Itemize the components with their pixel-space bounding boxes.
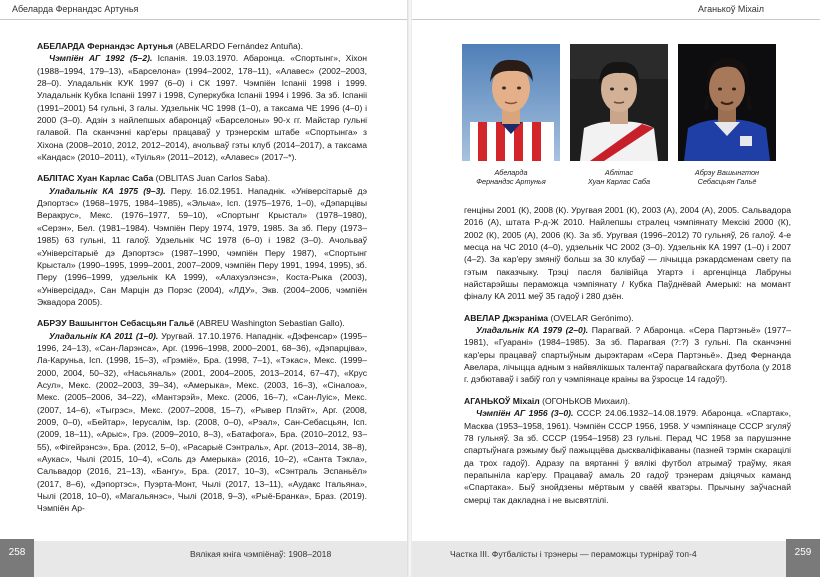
player-entry (464, 395, 791, 506)
left-running-head-text: Абеларда Фернандэс Артунья (12, 4, 139, 14)
right-page-number: 259 (786, 539, 820, 577)
player-name: АГАНЬКОЎ Міхаіл (464, 395, 540, 406)
entry-heading (464, 395, 791, 407)
entry-heading (464, 312, 791, 324)
left-footer-text: Вялікая кніга чэмпіёнаў: 1908–2018 (190, 549, 332, 559)
entry-body (37, 330, 367, 515)
entry-heading (37, 40, 367, 52)
photo-abreu (678, 44, 776, 161)
caption-1-line1: Абеларда (494, 168, 528, 177)
player-latin-name: (ОГОНЬКОВ Михаил). (539, 395, 631, 406)
caption-2-line1: Аблітас (604, 168, 634, 177)
entry-body (37, 52, 367, 163)
right-entries (464, 312, 791, 506)
player-bio: Уругвай. 17.10.1976. Нападнік. «Дэфенсар» (1995–1996, 24–13), «Сан-Ларэнса», Арг. (1996–1998, 2000–2001, 68–36), «Дэпарціва», Ла-Каруньа, Ісп. (1998, 15–3), «Грэміё», Бра. (1998, 7–1), «Тэкас», Мекс. (1999–2000, 2004, 50–32), «Насьяналь» (2001, 2004–2005, 2013–2014, 67–47), «Крус Асул», Мекс. (2002–2003, 39–34), «Амерыка», Мекс. (2003, 16–3), «Сіналоа», Мекс. (2005–2006, 34–22), «Мантэрэй», Мекс. (2006, 16–7), «Сан-Луіс», Мекс. (2007, 14–6), «Тыгрэс», Мекс. (2007–2008, 15–7), «Рывер Плэйт», Арг. (2008, 2009, 0–0), «Бейтар», Іерусалім, Ізр. (2008, 0–0), «Рэал», Сан-Себасцьян, Ісп. (2009, 18–11), «Арыс», Грэ. (2009–2010, 8–3), «Батафога», Бра. (2010–2012, 93–55), «Фігейрэнсэ», Бра. (2012, 5–0), «Расарыё Сэнтраль», Арг. (2013–2014, 38–8), «Аукас», Чылі (2015, 10–4), «Соль дэ Амерыка» (2016, 10–2), «Санта Тэкла», Сальвадор (2016, 21–13), «Бангу», Бра. (2017, 10–3), «Сэнтраль Эспаньёл» (2017, 8–6), «Дэпортэс», Пуэрта-Монт, Чылі (2017, 13–11), «Аудакс Італьяна», Чылі (2018, 10–0), «Магальянэс», Чылі (2018, 9–3), «Рыё-Бранка», Браз. (2019). Чэмпіён Ар- (37, 330, 367, 514)
player-title: Уладальнік КА 2011 (1–0). (49, 330, 159, 341)
left-running-head (0, 0, 408, 20)
caption-1-line2: Фернандэс Артунья (476, 177, 546, 186)
continuation-text: генціны 2001 (К), 2008 (К). Уругвая 2001 (К), 2003 (А), 2004 (А), 2005. Сальвадора 2016 (А), штата Р-д-Ж 2010. Найлепшы стралец чэмпіянату Мексікі 2000 (К), 2002 (К), 2005 (А), 2006 (К). За зб. Уругвая (1996–2012) 70 гульняў, 26 галоў. 4-е месца на ЧС 2010 (4–0), удзельнік ЧС 2002 (3–0). Удзельнік КА 1997 (1–0) і 2007 (4–2). За кар'еру змяніў больш за 30 клубаў — лічыцца рэкардсменам свету па гэтым паказчыку. Трэці пасля балівійца Угартэ і аргенцінца Лабруны найстарэйшы пераможца чэмпіянату / Кубка Паўднёвай Амерыкі: на момант фіналу КА 2011 меў 35 гадоў і 280 дзён. (464, 205, 791, 302)
entry-heading (37, 172, 367, 184)
photo-row (462, 44, 792, 186)
player-name: АБЛІТАС Хуан Карлас Саба (37, 173, 154, 184)
player-bio: Іспанія. 19.03.1970. Абаронца. «Спортынг», Хіхон (1988–1994, 179–13), «Барселона» (1994–2002, 178–11), «Алавес» (2002–2003, 28–0). Уладальнік КУК 1997 (6–0) і СК 1997. Чэмпіён Іспаніі 1998 і 1999. Уладальнік Кубка Іспаніі 1997 і 1998, Суперкубка Іспаніі 1994 і 1996. За зб. Іспаніі (1991–2001) 54 гульні, 3 галы. Удзельнік ЧС 1998 (1–0), а таксама ЧЕ 1996 (4–0) і 2000 (3–0). Адзін з найлепшых абаронцаў «Барселоны» 90-х гг. Майстар гульні галавой. Па сканчэнні кар'еры працаваў у трэнерскім штабе «Спортынга» з Хіхона (2008–2010, 2012, 2012–2014), ачольваў гэты клуб (2014–2017), а таксама «Кандас» (2010–2011), «Туілья» (2011–2012), «Алавес» (2017–*). (37, 53, 367, 163)
caption-3-line2: Себасцьян Гальё (697, 177, 757, 186)
left-page-number: 258 (0, 539, 34, 577)
player-latin-name: (OVELAR Gerónimo). (548, 312, 634, 323)
photo-caption-1 (456, 168, 566, 186)
player-latin-name: (ABREU Washington Sebastian Gallo). (194, 318, 345, 329)
player-entry (37, 317, 367, 515)
photo-caption-2 (564, 168, 674, 186)
entry-body (37, 185, 367, 308)
player-latin-name: (OBLITAS Juan Carlos Saba). (153, 173, 271, 184)
left-footer-bar (0, 541, 408, 577)
player-bio: Парагвай. ? Абаронца. «Сера Партэньё» (1977–1981), «Гуарані» (1984–1985). За зб. Парагвая (?:?) 3 гульні. Па сканчэнні кар'еры працаваў спартыўным дырэктарам «Сера Партэньё». Дзед Фернанда Авелара, лічыцца адным з найвялікшых талентаў парагвайскага футбола (у 2018 г. дэбютаваў і забіў гол у чэмпіянаце краіны ва ўзросце 14 гадоў!). (464, 325, 791, 385)
player-title: Уладальнік КА 1975 (9–3). (49, 185, 166, 196)
right-footer-text: Частка ІІІ. Футбалісты і трэнеры — пераможцы турніраў топ-4 (450, 549, 697, 559)
right-running-head (412, 0, 820, 20)
player-title: Чэмпіён АГ 1992 (5–2). (49, 53, 153, 64)
photo-ablitas (570, 44, 668, 161)
player-bio: СССР. 24.06.1932–14.08.1979. Абаронца. «Спартак», Масква (1953–1958, 1961). Чэмпіён СССР 1956, 1958. У чэмпіянаце СССР згуляў 78 гульняў. За зб. СССР (1954–1958) 23 гульні. Перад ЧС 1958 за парушэнне спартыўнага рэжыму быў пажыццёва дыскваліфікаваны (пазней тэрмін скарацілі да трох гадоў). Адразу па вяртанні ў вялікі футбол атрымаў траўму, якая перапыніла кар'еру. Працаваў амаль 20 гадоў трэнерам дзіцячых каманд «Спартака». Быў знойдзены мёртвым у сваёй кватэры. Прычыну заўчаснай смерці так дакладна і не высвятлілі. (464, 408, 791, 505)
caption-3-line1: Абрэу Вашынгтон (694, 168, 760, 177)
photo-abelarda (462, 44, 560, 161)
left-page (0, 0, 408, 577)
left-page-text (37, 40, 367, 524)
player-entry (37, 40, 367, 163)
right-page-text (464, 204, 791, 515)
right-running-head-text: Аганькоў Міхаіл (698, 4, 764, 14)
player-entry (464, 312, 791, 386)
caption-2-line2: Хуан Карлас Саба (587, 177, 651, 186)
entry-heading (37, 317, 367, 329)
player-name: АВЕЛАР Джэраніма (464, 312, 549, 323)
player-bio: Перу. 16.02.1951. Нападнік. «Універсітарыё дэ Дэпортэс» (1968–1975, 1984–1985), «Эльча», Ісп. (1975–1976, 1–0), «Дэпарцівы Веракрус», Мекс. (1976–1977, 59–10), «Спортынг Крыстал» (1978–1980), «Серэн», Бел. (1981–1984). Чэмпіён Перу 1974, 1979, 1985. За зб. Перу (1973–1985) 63 гульні, 11 галоў. Удзельнік ЧС 1978 (6–0) і 1982 (3–0). Ачольваў «Універсітарыё дэ Дэпортэс» (1987–1990, чэмпіён Перу 1987), «Спортынг Крыстал» (1990–1995, 1999–2001, 2007–2009, чэмпіён Перу 1991, 1994, 1995), зб. Перу (1996–1999, удзельнік КА 1999), «Алахуэлэнсэ», Коста-Рыка (2003), «Універсідад», Сан Марцін дэ Порэс (2004), «ЛДУ», Экв. (2004–2006, чэмпіён Эквадора 2005). (37, 185, 367, 307)
player-name: АБЕЛАРДА Фернандэс Артунья (37, 41, 174, 51)
player-entry (37, 172, 367, 308)
right-page (412, 0, 820, 577)
entry-body (464, 324, 791, 386)
player-title: Чэмпіён АГ 1956 (3–0). (476, 408, 574, 419)
entry-body (464, 407, 791, 506)
player-title: Уладальнік КА 1979 (2–0). (476, 325, 589, 336)
continuation-paragraph (464, 204, 791, 303)
right-footer-bar (412, 541, 820, 577)
player-name: АБРЭУ Вашынгтон Себасцьян Гальё (37, 318, 195, 329)
player-latin-name: (ABELARDO Fernández Antuña). (173, 41, 304, 51)
photo-caption-3 (672, 168, 782, 186)
